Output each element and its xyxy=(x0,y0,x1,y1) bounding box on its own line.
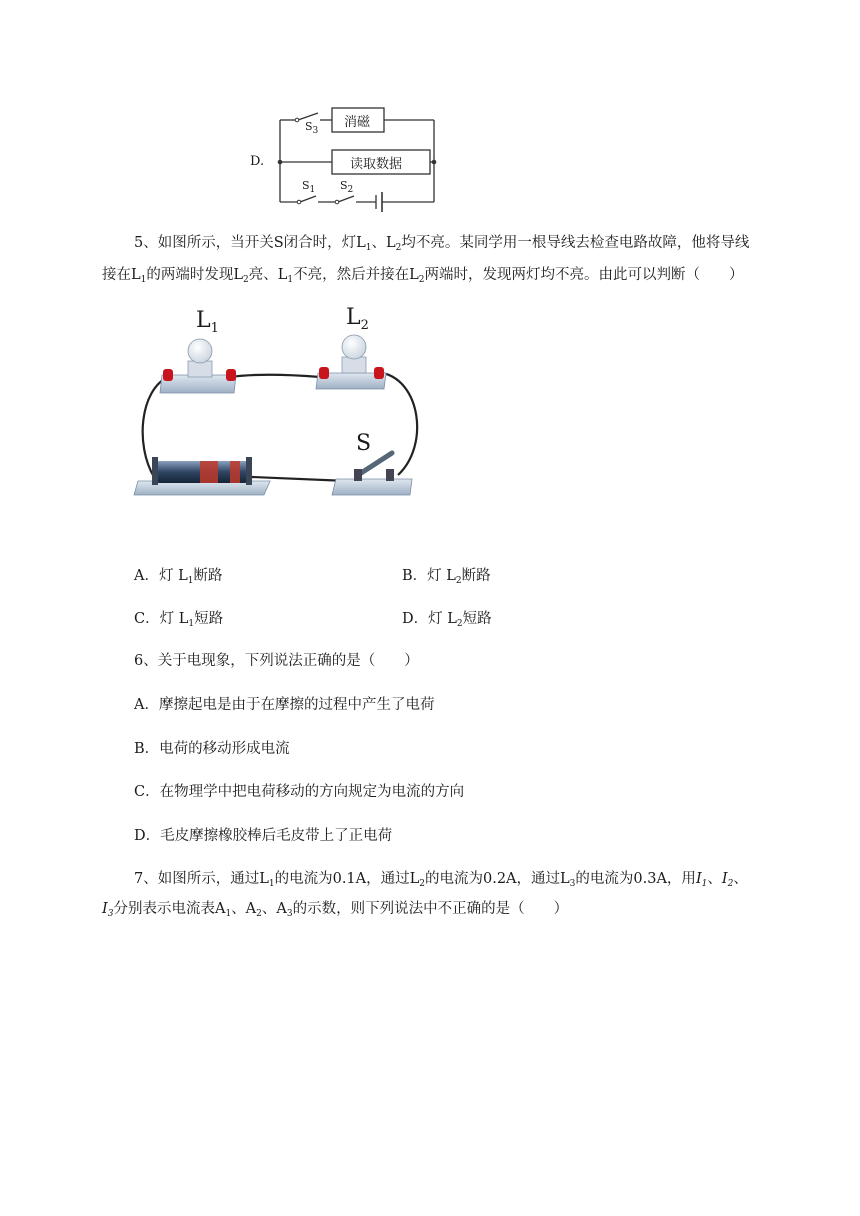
option-d-circuit-figure xyxy=(246,100,446,218)
switch-s1-label: $S_1$ xyxy=(302,179,316,195)
q6-option-d[interactable]: D．毛皮摩擦橡胶棒后毛皮带上了正电荷 xyxy=(134,828,393,844)
switch-s-label: S xyxy=(356,431,372,456)
bulb-l2-label: $L_2$ xyxy=(346,305,369,333)
q5-option-c[interactable]: C．灯 $L_1$短路 xyxy=(134,611,224,629)
q5-stem-line-1: 5、如图所示，当开关S闭合时，灯$L_1$、$L_2$均不亮。某同学用一根导线去检查电路故障，他将导线 xyxy=(134,235,750,253)
bulb-l1-label: $L_1$ xyxy=(196,308,219,336)
degauss-box-label: 消磁 xyxy=(344,115,371,130)
switch-s2-label: $S_2$ xyxy=(340,179,354,195)
q7-stem-line-1: 7、如图所示，通过$L_1$的电流为0.1A，通过$L_2$的电流为0.2A，通过$L_3$的电流为0.3A，用$I_1$、$I_2$、 xyxy=(134,871,748,889)
read-data-box-label: 读取数据 xyxy=(350,157,403,172)
q7-stem-line-2: $I_3$分别表示电流表$A_1$、$A_2$、$A_3$的示数，则下列说法中不正确的是（ ） xyxy=(102,901,569,919)
q5-circuit-drawing xyxy=(130,305,430,505)
q5-option-b[interactable]: B．灯 $L_2$断路 xyxy=(402,568,491,586)
q6-stem: 6、关于电现象，下列说法正确的是（ ） xyxy=(134,653,419,669)
q6-option-c[interactable]: C．在物理学中把电荷移动的方向规定为电流的方向 xyxy=(134,784,465,800)
q5-circuit-photo xyxy=(130,305,430,505)
q5-option-a[interactable]: A．灯 $L_1$断路 xyxy=(134,568,223,586)
q6-option-b[interactable]: B．电荷的移动形成电流 xyxy=(134,741,290,757)
q5-stem-line-2: 接在$L_1$的两端时发现$L_2$亮、$L_1$不亮，然后并接在$L_2$两端时，发现两灯均不亮。由此可以判断（ ） xyxy=(102,267,744,285)
option-d-label: D. xyxy=(250,154,265,169)
switch-s3-label: $S_3$ xyxy=(305,120,319,136)
q6-option-a[interactable]: A．摩擦起电是由于在摩擦的过程中产生了电荷 xyxy=(134,697,435,713)
q5-option-d[interactable]: D．灯 $L_2$短路 xyxy=(402,611,492,629)
